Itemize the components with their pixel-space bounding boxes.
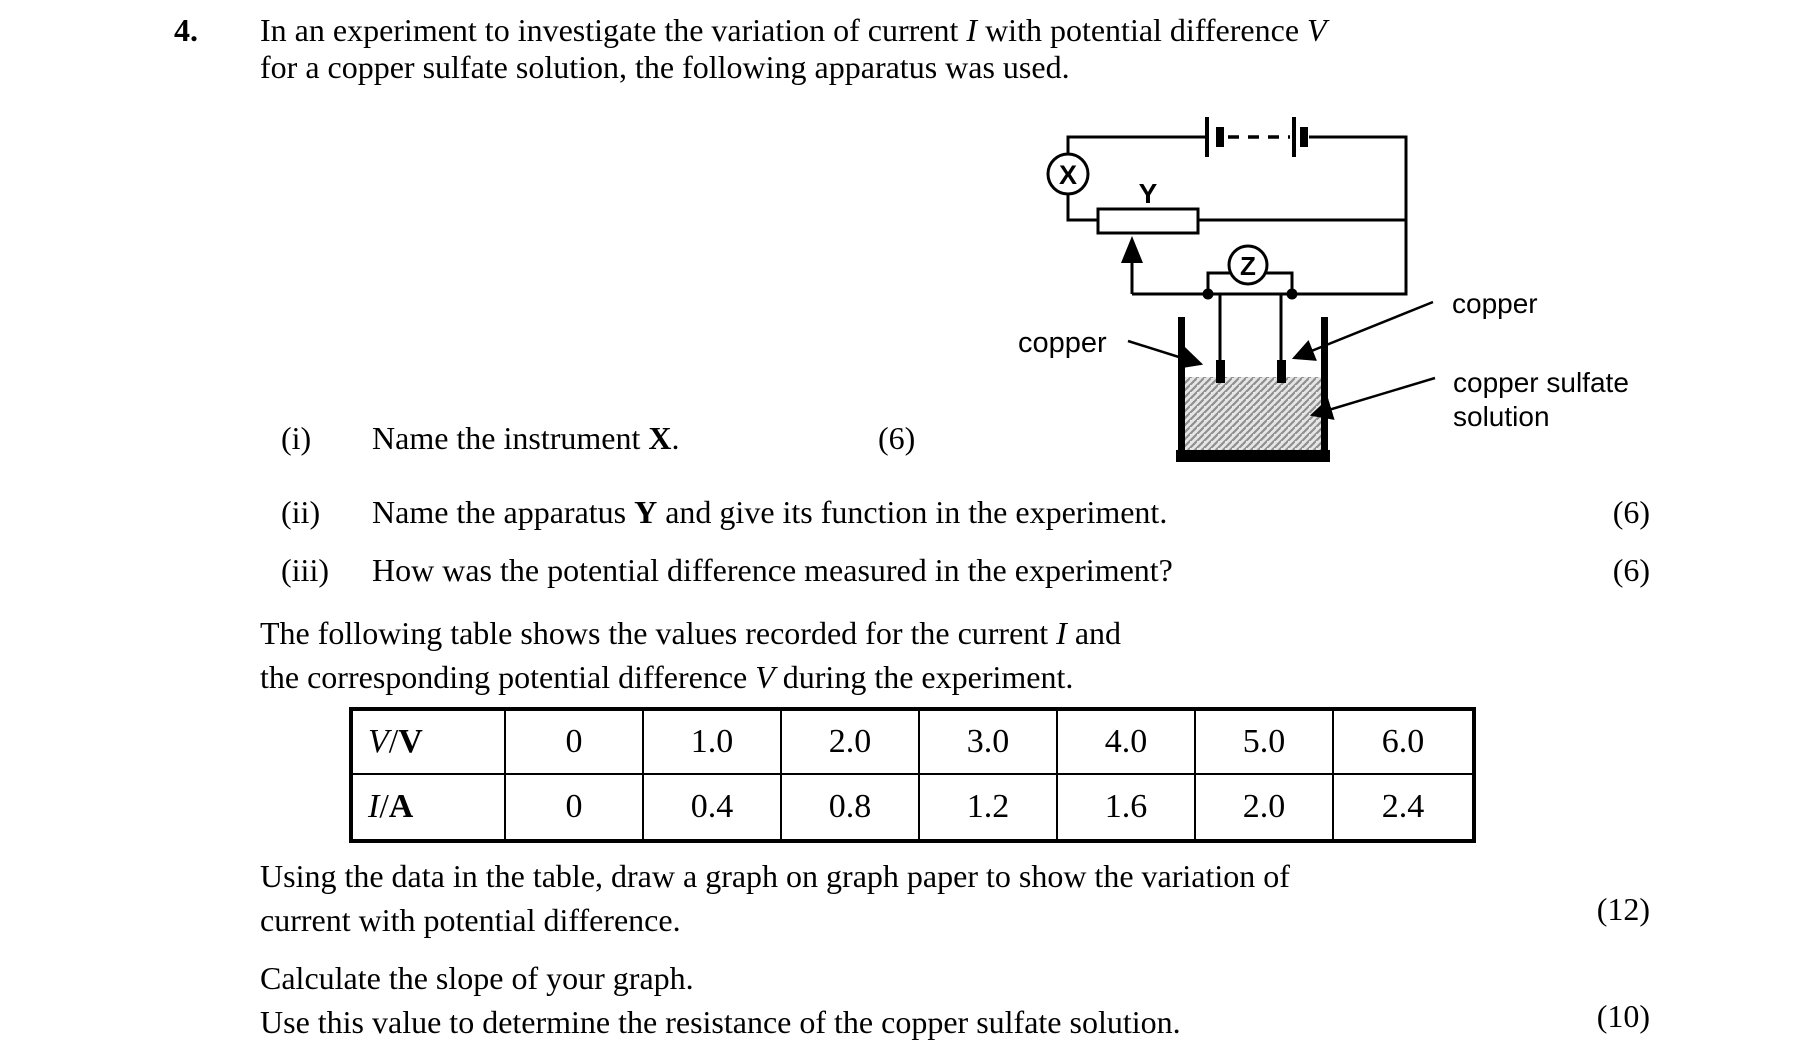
subquestion-i-text [372, 419, 679, 457]
table-cell-v5: 5.0 [1196, 711, 1334, 775]
table-cell-i4: 1.6 [1058, 775, 1196, 839]
quantity-I: I [368, 788, 380, 825]
unit-ampere: A [388, 788, 414, 825]
label-arrow-copper-right [1294, 302, 1433, 358]
subquestion-ii-marks: (6) [1612, 494, 1650, 530]
intro-text-1: In an experiment to investigate the variation of current [260, 12, 967, 48]
beaker [1176, 317, 1330, 462]
row-header-voltage [353, 711, 506, 775]
slope-instruction-line-2: Use this value to determine the resistance of the copper sulfate solution. [260, 1004, 1181, 1040]
table-intro-line-2 [260, 658, 1073, 696]
table-cell-v4: 4.0 [1058, 711, 1196, 775]
table-cell-v1: 1.0 [644, 711, 782, 775]
intro-text-2: with potential difference [977, 12, 1308, 48]
variable-I: I [1056, 615, 1067, 651]
graph-marks: (12) [1596, 891, 1650, 927]
variable-V: V [755, 659, 775, 695]
table-cell-i3: 1.2 [920, 775, 1058, 839]
table-cell-i5: 2.0 [1196, 775, 1334, 839]
graph-instruction-line-2: current with potential difference. [260, 902, 681, 938]
slope-marks: (10) [1596, 998, 1650, 1034]
subquestion-i-post: . [671, 420, 680, 456]
subquestion-ii-text [372, 493, 1167, 531]
copper-label-left: copper [1018, 327, 1107, 359]
symbol-Y: Y [634, 494, 658, 530]
table-intro-2-post: during the experiment. [774, 659, 1074, 695]
subquestion-ii-pre: Name the apparatus [372, 494, 635, 530]
electrode-left [1216, 360, 1225, 383]
beaker-wall-right [1321, 317, 1328, 457]
unit-volt: V [398, 723, 423, 760]
solution-label-line-1: copper sulfate [1453, 367, 1629, 398]
battery-symbol [1207, 117, 1308, 157]
table-cell-i1: 0.4 [644, 775, 782, 839]
row-header-current [353, 775, 506, 839]
data-table [349, 707, 1476, 843]
copper-label-right: copper [1452, 288, 1538, 319]
table-cell-i0: 0 [506, 775, 644, 839]
separator: / [379, 788, 389, 825]
table-intro-2-pre: the corresponding potential difference [260, 659, 756, 695]
intro-line-1 [260, 11, 1327, 49]
subquestion-i-number: (i) [281, 420, 312, 456]
subquestion-iii-marks: (6) [1612, 552, 1650, 588]
label-arrow-copper-left [1128, 341, 1201, 364]
meter-x-label: X [1058, 160, 1078, 190]
rheostat-y [1098, 178, 1198, 294]
variable-current-I: I [966, 12, 978, 48]
subquestion-ii-post: and give its function in the experiment. [657, 494, 1168, 530]
slider-arrow-icon [1121, 236, 1143, 263]
subquestion-i-pre: Name the instrument [372, 420, 649, 456]
table-intro-line-1 [260, 614, 1121, 652]
table-cell-i2: 0.8 [782, 775, 920, 839]
subquestion-i-marks: (6) [878, 420, 916, 456]
solution-label-line-2: solution [1453, 401, 1550, 432]
beaker-bottom [1176, 450, 1330, 462]
meter-x [1048, 154, 1088, 194]
table-cell-v0: 0 [506, 711, 644, 775]
table-cell-v3: 3.0 [920, 711, 1058, 775]
solution [1185, 377, 1321, 450]
table-intro-1-pre: The following table shows the values recorded for the current [260, 615, 1057, 651]
table-cell-v6: 6.0 [1334, 711, 1472, 775]
meter-z [1229, 246, 1267, 284]
subquestion-iii-text: How was the potential difference measured in the experiment? [372, 552, 1173, 588]
slope-instruction-line-1: Calculate the slope of your graph. [260, 960, 694, 996]
circuit-diagram [1000, 95, 1660, 470]
junction-dot-right [1287, 289, 1298, 300]
label-arrow-solution [1312, 378, 1435, 415]
intro-line-2: for a copper sulfate solution, the following apparatus was used. [260, 49, 1070, 85]
quantity-V: V [368, 723, 389, 760]
separator: / [388, 723, 399, 760]
junction-dot-left [1203, 289, 1214, 300]
graph-instruction-line-1: Using the data in the table, draw a graph on graph paper to show the variation of [260, 858, 1290, 894]
symbol-X: X [648, 420, 672, 456]
subquestion-iii-number: (iii) [281, 552, 329, 588]
beaker-wall-left [1178, 317, 1185, 457]
table-cell-i6: 2.4 [1381, 788, 1425, 825]
variable-voltage-V: V [1307, 12, 1327, 48]
table-intro-1-post: and [1066, 615, 1122, 651]
question-number: 4. [174, 12, 198, 48]
subquestion-ii-number: (ii) [281, 494, 321, 530]
table-cell-v2: 2.0 [782, 711, 920, 775]
meter-z-label: Z [1240, 251, 1256, 281]
electrode-right [1277, 360, 1286, 383]
rheostat-y-label: Y [1138, 178, 1158, 209]
